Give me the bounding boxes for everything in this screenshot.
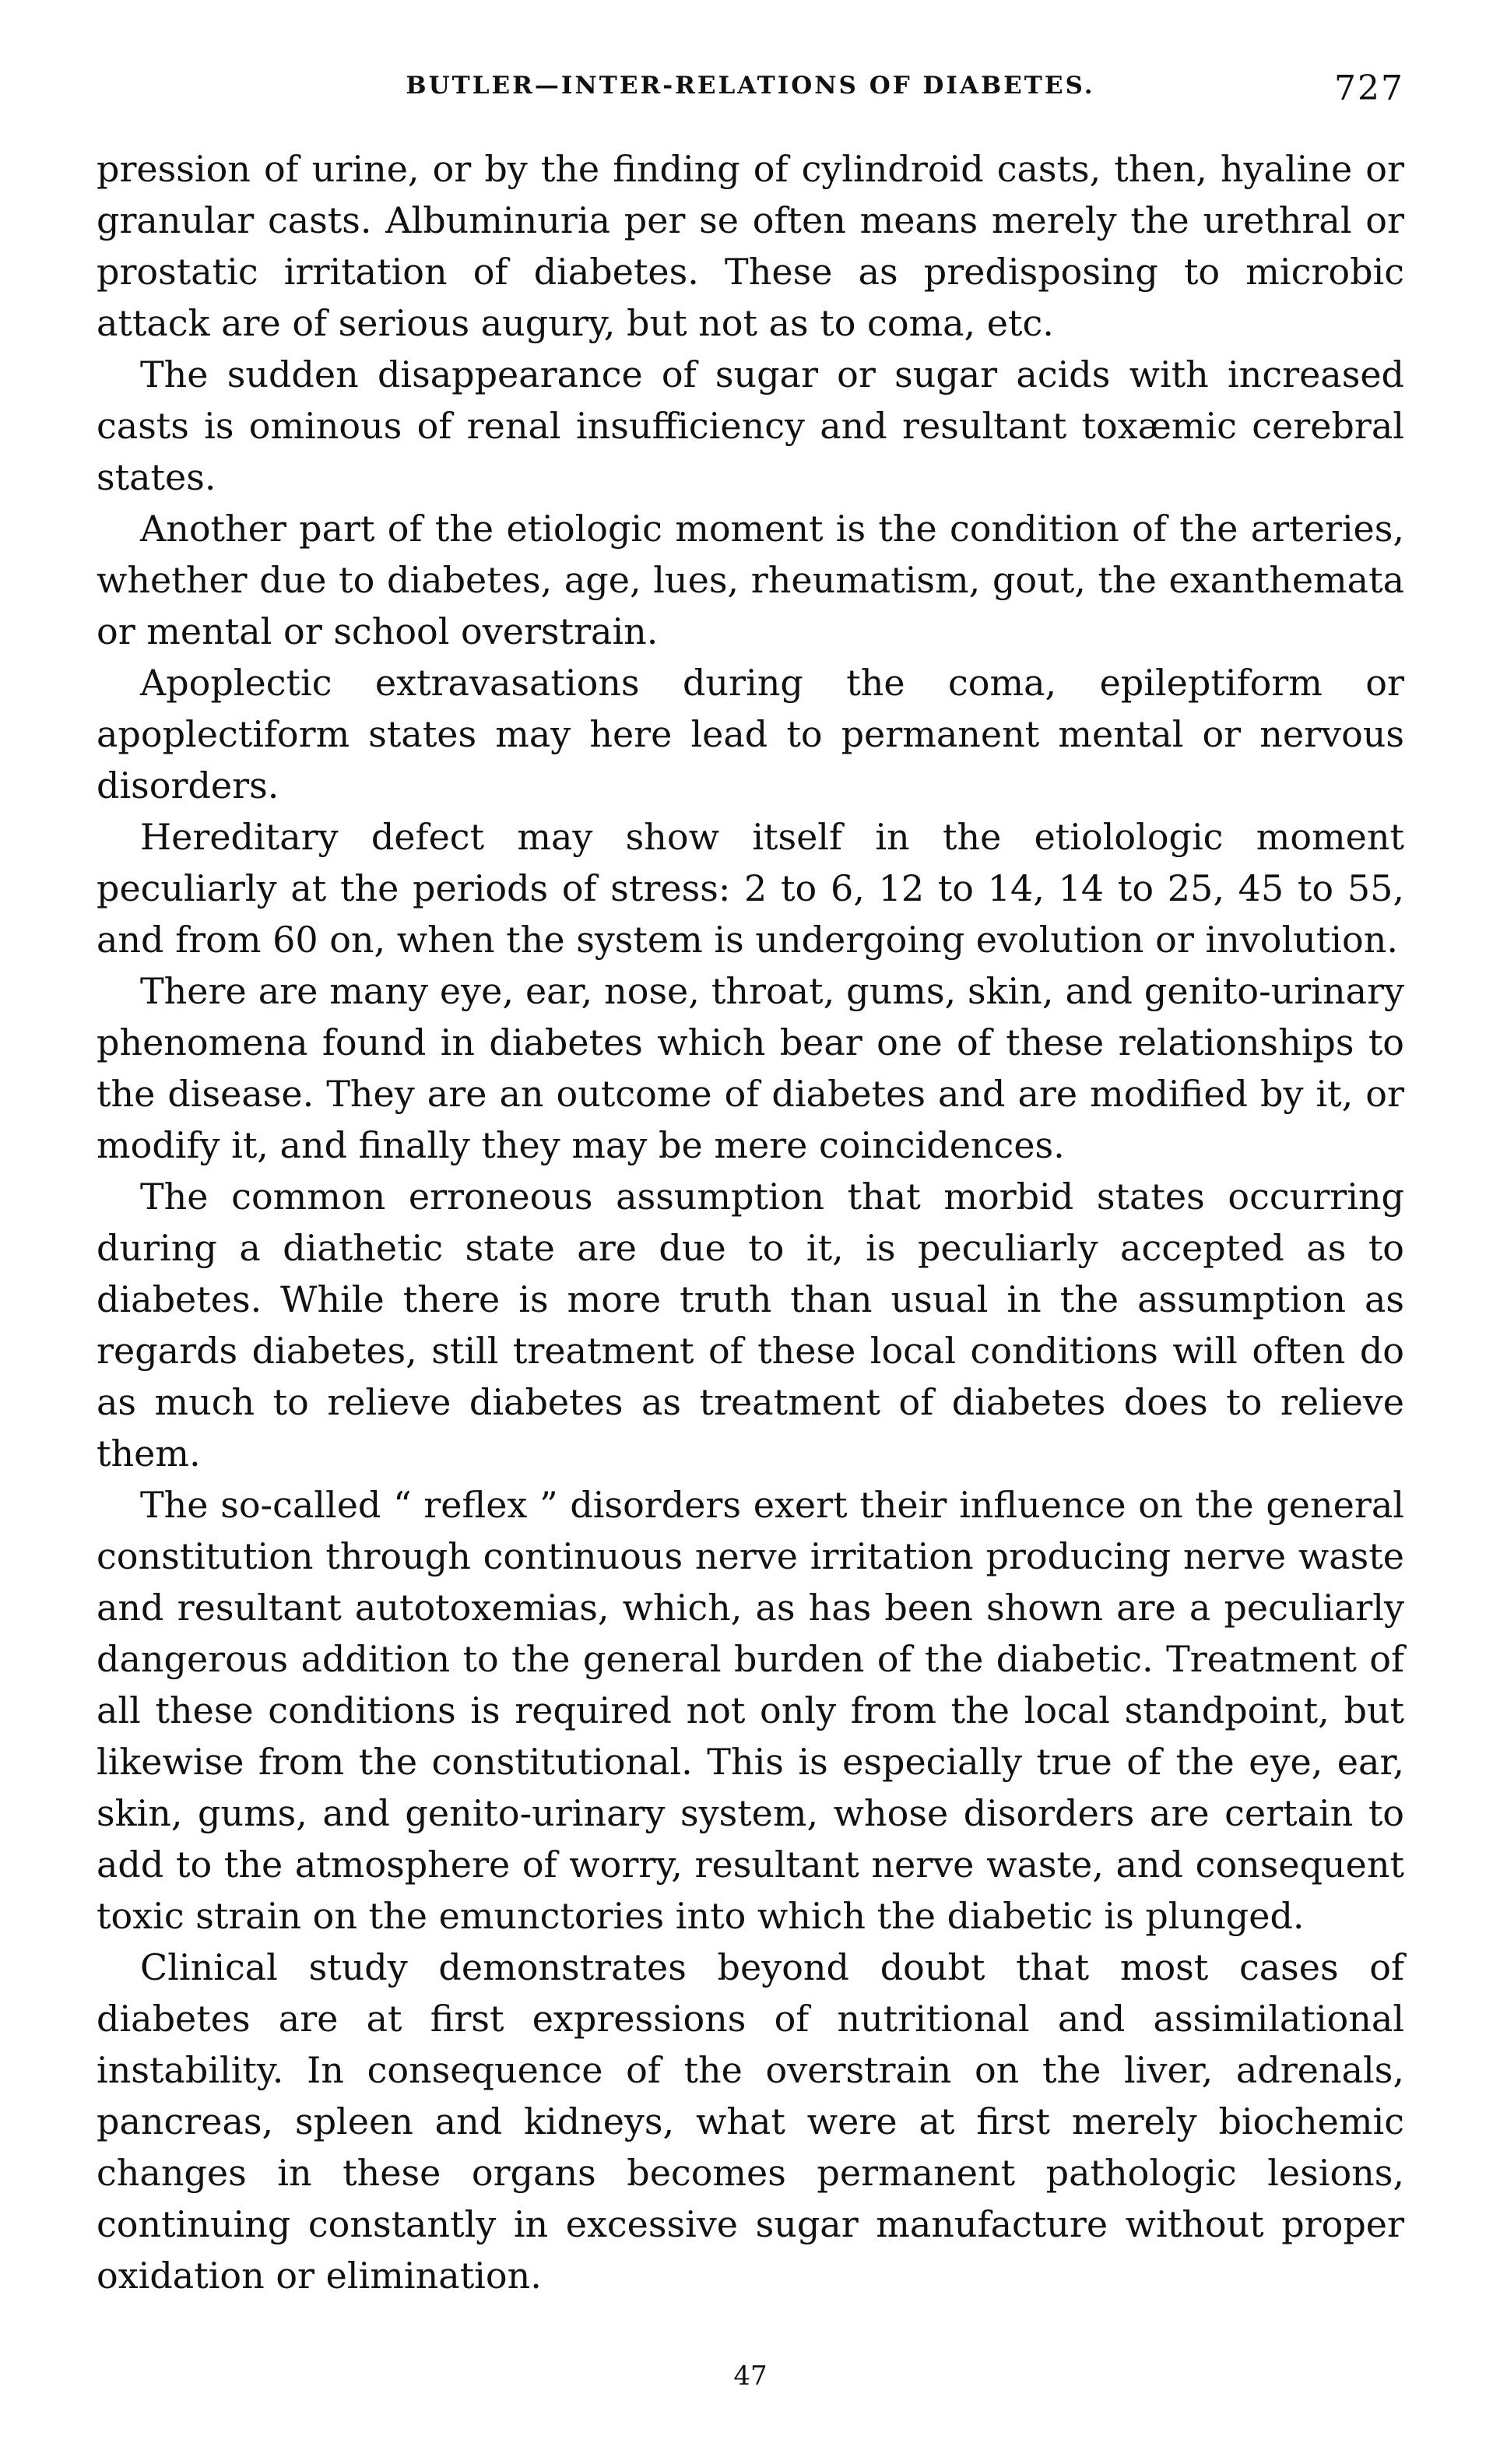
signature-mark: 47 [733,2360,768,2392]
paragraph-hereditary-defect: Hereditary defect may show itself in the etiolologic moment peculiarly at the periods of stress: 2 to 6, 12 to 14, 14 to 25, 45 to 55, and from 60 on, when the system is undergoing evolution or involution. [97,816,1404,961]
page-number: 727 [1334,69,1404,108]
paragraph-continuation: pression of urine, or by the finding of cylindroid casts, then, hyaline or granular casts. Albuminuria per se often means merely the urethral or prostatic irritation of diabetes. These as predisposing to microbic attack are of serious augury, but not as to coma, etc. [97,148,1404,344]
paragraph-apoplectic: Apoplectic extravasations during the coma, epileptiform or apoplectiform states may here lead to permanent mental or nervous disorders. [97,662,1404,807]
running-title: BUTLER—INTER-RELATIONS OF DIABETES. [406,72,1095,100]
paragraph-clinical-study: Clinical study demonstrates beyond doubt that most cases of diabetes are at first expressions of nutritional and assimilational instability. In consequence of the overstrain on the liver, adrenals, pancreas, spleen and kidneys, what were at first merely biochemic changes in these organs becomes permanent pathologic lesions, continuing constantly in excessive sugar manufacture without proper oxidation or elimination. [97,1946,1404,2297]
paragraph-sugar-disappearance: The sudden disappearance of sugar or sugar acids with increased casts is ominous of renal insufficiency and resultant toxæmic cerebral states. [97,353,1404,498]
running-head [97,69,1404,118]
paragraph-reflex-disorders: The so-called “ reflex ” disorders exert their influence on the general constitution through continuous nerve irritation producing nerve waste and resultant autotoxemias, which, as has been shown are a peculiarly dangerous addition to the general burden of the diabetic. Treatment of all these conditions is required not only from the local standpoint, but likewise from the constitutional. This is especially true of the eye, ear, skin, gums, and genito-urinary system, whose disorders are certain to add to the atmosphere of worry, resultant nerve waste, and consequent toxic strain on the emunctories into which the diabetic is plunged. [97,1484,1404,1937]
paragraph-arteries: Another part of the etiologic moment is the condition of the arteries, whether due to diabetes, age, lues, rheumatism, gout, the exanthemata or mental or school overstrain. [97,508,1404,652]
paragraph-phenomena: There are many eye, ear, nose, throat, gums, skin, and genito-urinary phenomena found in diabetes which bear one of these relationships to the disease. They are an outcome of diabetes and are modified by it, or modify it, and finally they may be mere coincidences. [97,970,1404,1166]
book-page [97,69,1404,2392]
paragraph-erroneous-assumption: The common erroneous assumption that morbid states occurring during a diathetic state are due to it, is peculiarly accepted as to diabetes. While there is more truth than usual in the assumption as regards diabetes, still treatment of these local conditions will often do as much to relieve diabetes as treatment of diabetes does to relieve them. [97,1176,1404,1475]
